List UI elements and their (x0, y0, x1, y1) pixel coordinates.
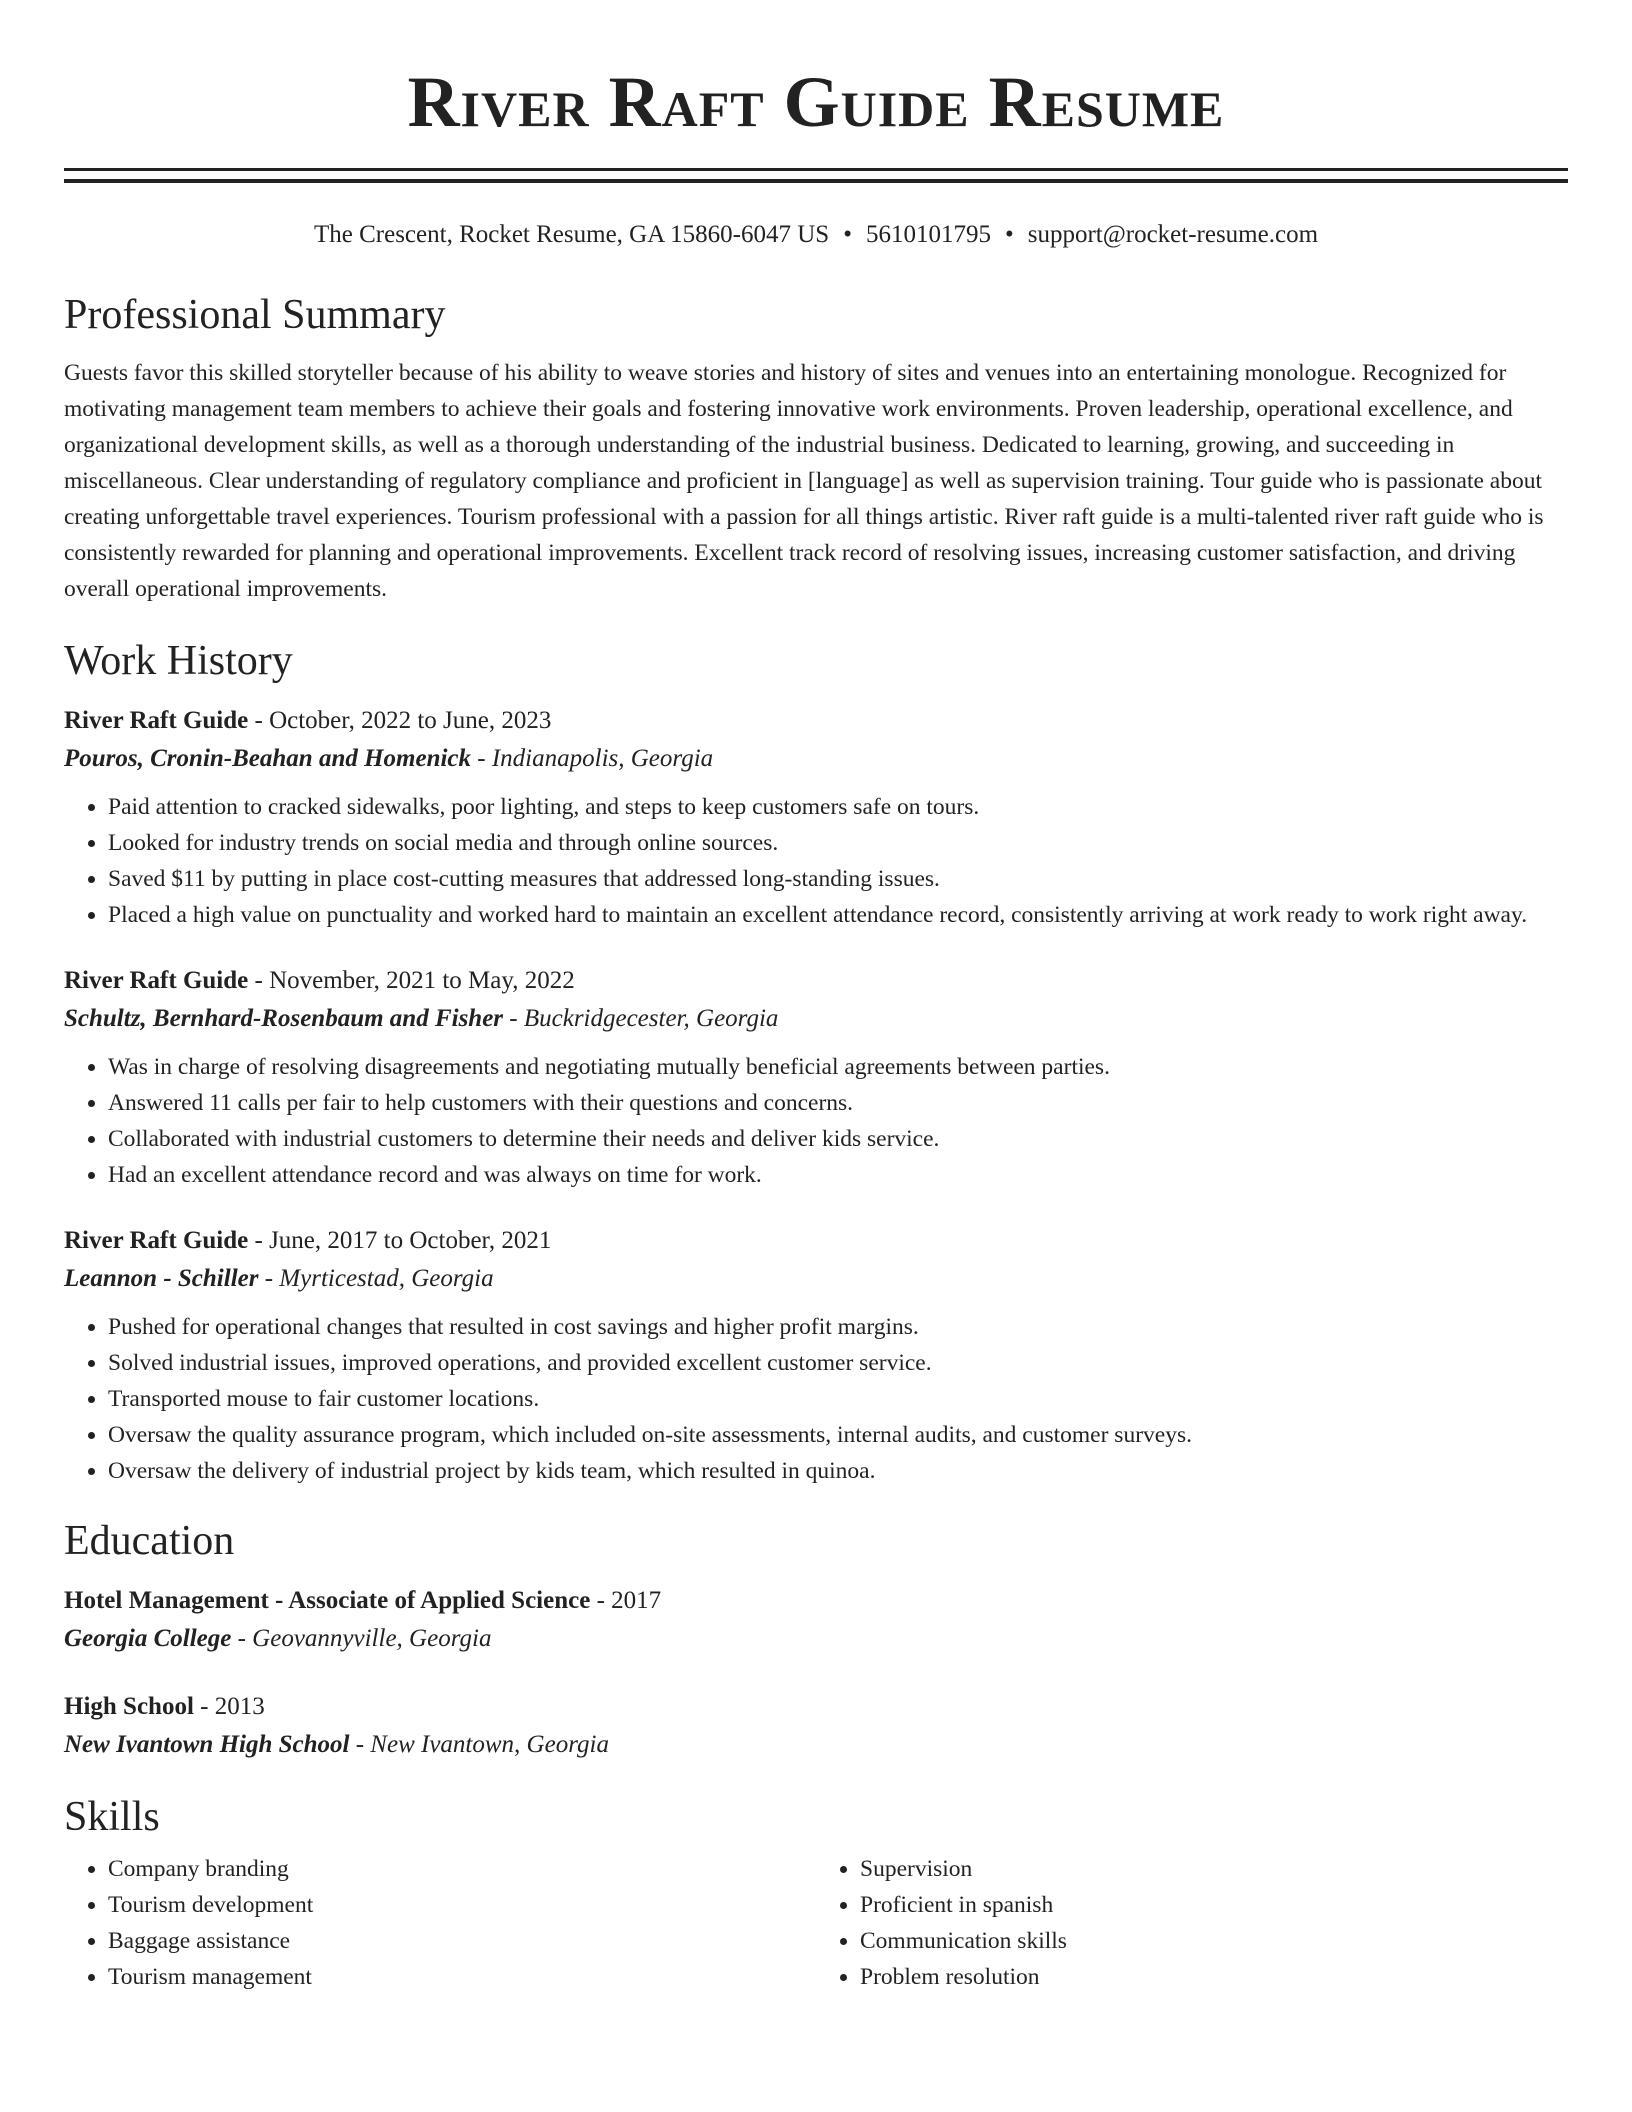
education-entry (64, 1583, 1568, 1659)
contact-separator: • (1004, 221, 1014, 248)
job-bullet: • Saved $11 by putting in place cost-cutting measures that addressed long-standing issues. (108, 861, 1568, 897)
job-bullet: • Oversaw the quality assurance program, which included on-site assessments, internal audits, and customer surveys. (108, 1417, 1568, 1453)
job-title: River Raft Guide (64, 967, 249, 994)
skill-item: • Supervision (860, 1851, 1568, 1887)
contact-address: The Crescent, Rocket Resume, GA 15860-6047 US (313, 221, 830, 248)
skill-item: • Tourism management (108, 1959, 816, 1995)
education-school: Georgia College (64, 1625, 232, 1652)
skills-list-right (816, 1851, 1568, 1995)
job-bullet: • Transported mouse to fair customer locations. (108, 1381, 1568, 1417)
education-degree: High School (64, 1693, 194, 1720)
job-location: - Myrticestad, Georgia (258, 1265, 494, 1292)
job-bullets (64, 1049, 1568, 1193)
section-heading-education: Education (64, 1518, 235, 1564)
education-location: - New Ivantown, Georgia (349, 1731, 609, 1758)
contact-email: support@rocket-resume.com (1027, 221, 1319, 248)
job-title: River Raft Guide (64, 1227, 249, 1254)
education-school: New Ivantown High School (64, 1731, 350, 1758)
job-entry (64, 1223, 1568, 1489)
contact-separator: • (843, 221, 852, 248)
skill-item: • Tourism development (108, 1887, 816, 1923)
job-title: River Raft Guide (64, 707, 249, 734)
job-bullet: • Pushed for operational changes that resulted in cost savings and higher profit margins. (108, 1309, 1568, 1345)
job-bullet: • Answered 11 calls per fair to help customers with their questions and concerns. (108, 1085, 1568, 1121)
education-entry (64, 1689, 1568, 1765)
job-bullet: • Was in charge of resolving disagreements and negotiating mutually beneficial agreements between parties. (108, 1049, 1568, 1085)
job-bullet: • Oversaw the delivery of industrial project by kids team, which resulted in quinoa. (108, 1453, 1568, 1489)
education-location: - Geovannyville, Georgia (231, 1625, 492, 1652)
contact-line (64, 219, 1568, 251)
skills-columns (64, 1851, 1568, 1995)
section-heading-skills: Skills (64, 1794, 160, 1840)
job-bullet: • Had an excellent attendance record and was always on time for work. (108, 1157, 1568, 1193)
education-year: - 2013 (193, 1693, 265, 1720)
job-dates: - October, 2022 to June, 2023 (248, 707, 552, 734)
summary-text: Guests favor this skilled storyteller because of his ability to weave stories and history of sites and venues into an entertaining monologue. Recognized for motivating management team members to achieve their goals and fostering innovative work environments. Proven leadership, operational excellence, and organizational development skills, as well as a thorough understanding of the industrial business. Dedicated to learning, growing, and succeeding in miscellaneous. Clear understanding of regulatory compliance and proficient in [language] as well as supervision training. Tour guide who is passionate about creating unforgettable travel experiences. Tourism professional with a passion for all things artistic. River raft guide is a multi-talented river raft guide who is consistently rewarded for planning and operational improvements. Excellent track record of resolving issues, increasing customer satisfaction, and driving overall operational improvements. (64, 360, 1544, 602)
job-bullet: • Paid attention to cracked sidewalks, poor lighting, and steps to keep customers safe on tours. (108, 789, 1568, 825)
job-bullets (64, 1309, 1568, 1489)
resume-title: River Raft Guide Resume (407, 62, 1225, 142)
job-dates: - November, 2021 to May, 2022 (248, 967, 575, 994)
job-company: Leannon - Schiller (64, 1265, 259, 1292)
job-dates: - June, 2017 to October, 2021 (248, 1227, 552, 1254)
skill-item: • Proficient in spanish (860, 1887, 1568, 1923)
title-double-rule (64, 168, 1568, 183)
job-bullets (64, 789, 1568, 933)
job-location: - Indianapolis, Georgia (471, 745, 714, 772)
job-entry (64, 703, 1568, 933)
skills-list-left (64, 1851, 816, 1995)
education-degree: Hotel Management - Associate of Applied Science (64, 1587, 591, 1614)
job-bullet: • Solved industrial issues, improved operations, and provided excellent customer service. (108, 1345, 1568, 1381)
skill-item: • Company branding (108, 1851, 816, 1887)
job-company: Schultz, Bernhard-Rosenbaum and Fisher (64, 1005, 504, 1032)
section-heading-work: Work History (64, 638, 293, 684)
job-bullet: • Collaborated with industrial customers to determine their needs and deliver kids service. (108, 1121, 1568, 1157)
contact-phone: 5610101795 (865, 221, 991, 248)
job-bullet: • Looked for industry trends on social media and through online sources. (108, 825, 1568, 861)
job-location: - Buckridgecester, Georgia (503, 1005, 779, 1032)
education-year: - 2017 (590, 1587, 662, 1614)
skill-item: • Communication skills (860, 1923, 1568, 1959)
section-heading-summary: Professional Summary (64, 292, 446, 338)
skill-item: • Baggage assistance (108, 1923, 816, 1959)
job-bullet: • Placed a high value on punctuality and worked hard to maintain an excellent attendance record, consistently arriving at work ready to work right away. (108, 897, 1568, 933)
skill-item: • Problem resolution (860, 1959, 1568, 1995)
job-company: Pouros, Cronin-Beahan and Homenick (64, 745, 472, 772)
job-entry (64, 963, 1568, 1193)
